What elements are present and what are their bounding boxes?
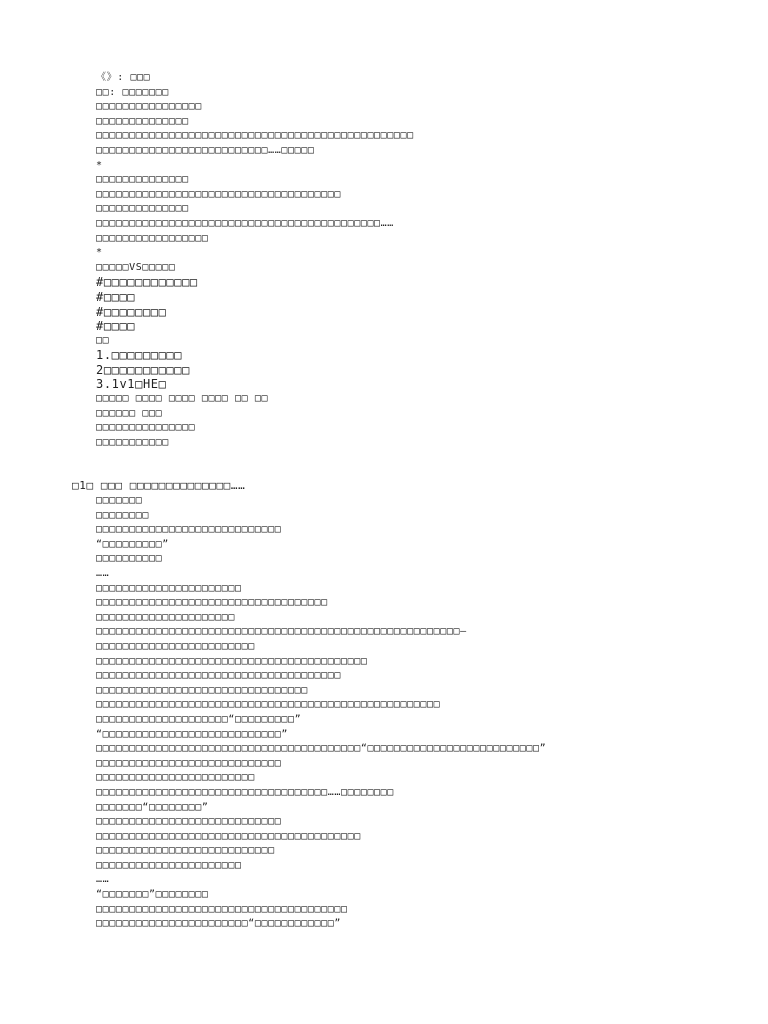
body-line: □□□□□□□□□□□□□□□□□□□□□□□□□□□ <box>96 845 275 857</box>
note-item: 1.□□□□□□□□□ <box>96 348 183 363</box>
body-line: □□□□□□□ <box>96 495 143 507</box>
section-gap <box>0 450 768 479</box>
text-line: □□□□□□□□□□□□□□□□□□□□□□□□□□……□□□□□ <box>96 144 315 156</box>
text-line: □□□□□□□□□□□□□□□□ <box>96 101 202 113</box>
text-line: □□□□□□ □□□ <box>96 407 163 419</box>
title-line: 《》: □□□ <box>96 72 151 83</box>
note-item: 3.1v1□HE□ <box>96 377 167 392</box>
body-line: □□□□□□□□□□□□□□□□□□□□□□ <box>96 582 242 594</box>
body-line: □□□□□□□□ <box>96 509 149 521</box>
body-line: □□□□□□□□□□□□□□□□□□□□□□□□□□□□□□□□□□□□□□□□“□□□□□□□□□□□□□□□□□□□□□□□□□□” <box>96 743 547 755</box>
body-line: □□□□□□□□□□□□□□□□□□□□□□□□□□□□ <box>96 524 282 536</box>
note-item: 2□□□□□□□□□□□ <box>96 362 190 377</box>
text-line: □□□□□□□□□□□□□□ <box>96 115 189 127</box>
pairing-line: □□□□□VS□□□□□ <box>96 261 176 273</box>
body-line: □□□□□□□□□□□□□□□□□□□□□□□“□□□□□□□□□□□□” <box>96 918 341 930</box>
body-line: □□□□□□□□□□□□□□□□□□□□□□□□□□□□□□□□□□□□□□□□□□□□□□□□□□□□□□□— <box>96 626 467 638</box>
text-line: □□□□□□□□□□□□□□□□□□□□□□□□□□□□□□□□□□□□□ <box>96 188 341 200</box>
body-line: “□□□□□□□□□” <box>96 538 169 550</box>
text-line: □□□□□□□□□□□□□□□□□ <box>96 232 209 244</box>
body-line: □□□□□□□“□□□□□□□□” <box>96 801 209 813</box>
text-line: □□□□□□□□□□□□□□□□□□□□□□□□□□□□□□□□□□□□□□□□□□□…… <box>96 217 394 229</box>
body-line: □□□□□□□□□□□□□□□□□□□□□□□□□□□□□□□□□□□□□□□□□□□□□□□□□□□□ <box>96 699 441 711</box>
text-line: □□□□□□□□□□□□□□□ <box>96 422 196 434</box>
body-line: □□□□□□□□□□□□□□□□□□□□□□□□ <box>96 640 255 652</box>
front-matter <box>0 71 768 450</box>
body-line: □□□□□□□□□□□□□□□□□□□□□□□□□□□□□□□□□□□……□□□□□□□□ <box>96 786 394 798</box>
tag-line: #□□□□□□□□□□□□ <box>96 275 198 290</box>
text-line: □□□□□ □□□□ □□□□ □□□□ □□ □□ <box>96 393 269 405</box>
author-line: □□: □□□□□□□ <box>96 86 169 98</box>
body-line: □□□□□□□□□□□□□□□□□□□□□□□□□□□□□□□□□□□□□□□□ <box>96 830 361 842</box>
text-line: □□□□□□□□□□□□□□□□□□□□□□□□□□□□□□□□□□□□□□□□□□□□□□□□ <box>96 130 414 142</box>
chapter-body <box>0 494 768 932</box>
body-line: “□□□□□□□”□□□□□□□□ <box>96 889 209 901</box>
body-line: □□□□□□□□□□ <box>96 553 163 565</box>
chapter-title: □1□ □□□ □□□□□□□□□□□□□□…… <box>72 479 246 493</box>
text-line: □□□□□□□□□□□ <box>96 436 169 448</box>
body-line: □□□□□□□□□□□□□□□□□□□□□□□□□□□□□□□□□□□□□□ <box>96 903 348 915</box>
notes-heading: □□ <box>96 334 110 346</box>
body-line: “□□□□□□□□□□□□□□□□□□□□□□□□□□□” <box>96 728 288 740</box>
separator-star: * <box>96 159 103 171</box>
tag-line: #□□□□□□□□ <box>96 304 167 319</box>
body-line: □□□□□□□□□□□□□□□□□□□□□□□□□□□□ <box>96 816 282 828</box>
body-line: □□□□□□□□□□□□□□□□□□□□□□□□□□□□□□□□□□□□□□□□□ <box>96 655 368 667</box>
tag-line: #□□□□ <box>96 319 136 334</box>
text-line: □□□□□□□□□□□□□□ <box>96 174 189 186</box>
body-line: □□□□□□□□□□□□□□□□□□□□“□□□□□□□□□” <box>96 713 302 725</box>
body-line: …… <box>96 874 110 886</box>
separator-star: * <box>96 247 103 259</box>
body-line: …… <box>96 568 110 579</box>
body-line: □□□□□□□□□□□□□□□□□□□□□□□□□□□□ <box>96 757 282 769</box>
tag-line: #□□□□ <box>96 289 136 304</box>
text-line: □□□□□□□□□□□□□□ <box>96 203 189 215</box>
body-line: □□□□□□□□□□□□□□□□□□□□□ <box>96 611 236 623</box>
body-line: □□□□□□□□□□□□□□□□□□□□□□□□□□□□□□□□□□□□□ <box>96 670 341 682</box>
body-line: □□□□□□□□□□□□□□□□□□□□□□□□ <box>96 772 255 784</box>
body-line: □□□□□□□□□□□□□□□□□□□□□□ <box>96 859 242 871</box>
body-line: □□□□□□□□□□□□□□□□□□□□□□□□□□□□□□□□□□□ <box>96 597 328 609</box>
body-line: □□□□□□□□□□□□□□□□□□□□□□□□□□□□□□□□ <box>96 684 308 696</box>
